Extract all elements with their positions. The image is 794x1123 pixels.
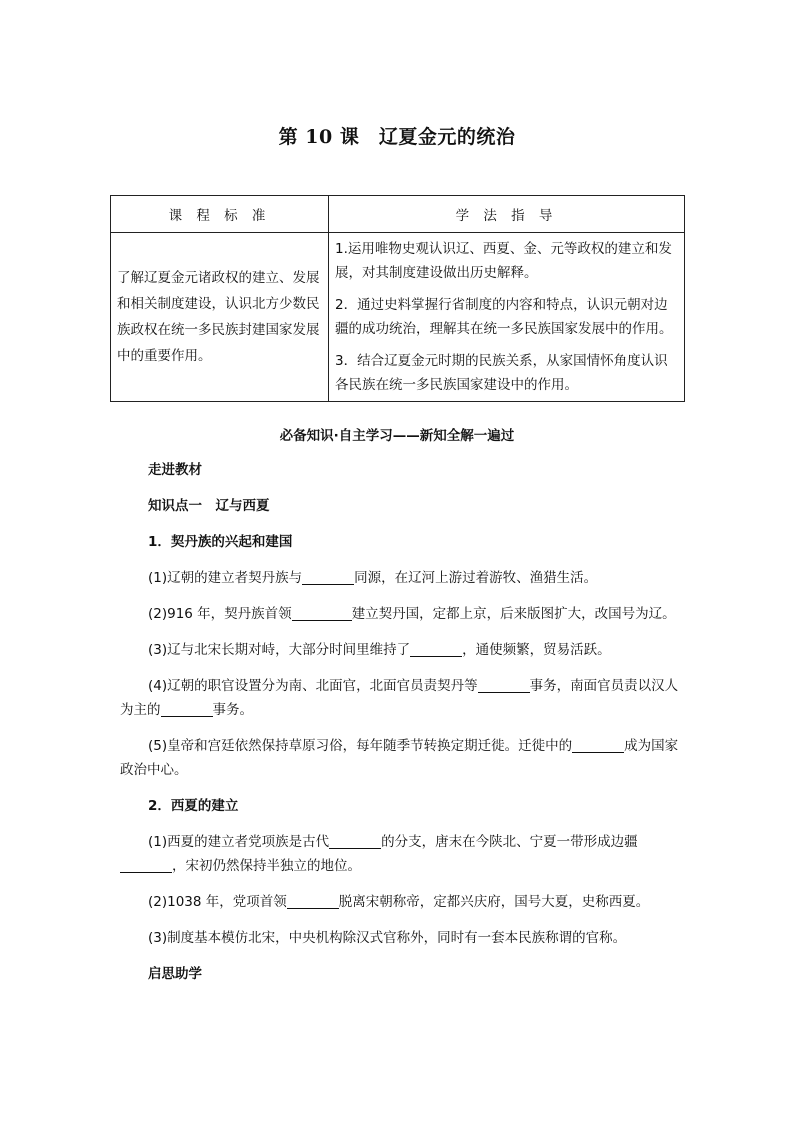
fill-item-4 <box>120 674 680 722</box>
section-subheading: 必备知识·自主学习——新知全解一遍过 <box>279 428 515 444</box>
fill-item-7 <box>120 890 680 914</box>
hint-heading: 启思助学 <box>148 966 202 982</box>
header-study-guidance: 学 法 指 导 <box>329 196 685 233</box>
table-header-row <box>111 196 685 233</box>
text-segment: 事务，南面官员责以汉人为主的 <box>120 678 679 718</box>
text-segment: 的分支，唐末在今陕北、宁夏一带形成边疆 <box>381 834 638 850</box>
topic-heading-western-xia: 2．西夏的建立 <box>148 798 239 814</box>
text-segment: (1)辽朝的建立者契丹族与 <box>148 570 303 586</box>
text-segment: (3)辽与北宋长期对峙，大部分时间里维持了 <box>148 642 411 658</box>
guidance-item-2: 2．通过史料掌握行省制度的内容和特点，认识元朝对边疆的成功统治，理解其在统一多民族国家发展中的作用。 <box>335 297 673 337</box>
answer-blank[interactable] <box>410 643 462 658</box>
text-segment: 事务。 <box>212 702 253 718</box>
curriculum-table <box>110 195 685 402</box>
text-segment: 脱离宋朝称帝，定都兴庆府，国号大夏，史称西夏。 <box>338 894 650 910</box>
knowledge-point-heading: 知识点一 辽与西夏 <box>148 498 270 514</box>
curriculum-standard-text: 了解辽夏金元诸政权的建立、发展和相关制度建设，认识北方少数民族政权在统一多民族封建国家发展中的重要作用。 <box>111 233 329 402</box>
text-segment: (1)西夏的建立者党项族是古代 <box>148 834 330 850</box>
topic-heading-khitan: 1．契丹族的兴起和建国 <box>148 534 293 550</box>
fill-item-6 <box>120 830 680 878</box>
page-title: 第 10 课 辽夏金元的统治 <box>278 126 516 148</box>
text-segment: 同源，在辽河上游过着游牧、渔猎生活。 <box>354 570 598 586</box>
fill-item-2 <box>120 602 680 626</box>
answer-blank[interactable] <box>302 571 354 586</box>
fill-item-3 <box>120 638 680 662</box>
header-curriculum-standard: 课 程 标 准 <box>111 196 329 233</box>
guidance-item-3: 3．结合辽夏金元时期的民族关系，从家国情怀角度认识各民族在统一多民族国家建设中的作用。 <box>335 353 668 393</box>
answer-blank[interactable] <box>329 835 381 850</box>
answer-blank[interactable] <box>572 739 624 754</box>
text-segment: ，通使频繁，贸易活跃。 <box>462 642 611 658</box>
answer-blank[interactable] <box>287 895 339 910</box>
fill-item-1 <box>120 566 680 590</box>
lesson-content <box>120 458 680 998</box>
text-segment: ，宋初仍然保持半独立的地位。 <box>172 858 361 874</box>
text-item-8: (3)制度基本模仿北宋，中央机构除汉式官称外，同时有一套本民族称谓的官称。 <box>148 930 627 946</box>
text-segment: (4)辽朝的职官设置分为南、北面官，北面官员责契丹等 <box>148 678 478 694</box>
answer-blank[interactable] <box>161 703 213 718</box>
text-segment: 建立契丹国，定都上京，后来版图扩大，改国号为辽。 <box>351 606 676 622</box>
fill-item-5 <box>120 734 680 782</box>
guidance-item-1: 1.运用唯物史观认识辽、西夏、金、元等政权的建立和发展，对其制度建设做出历史解释。 <box>335 241 672 281</box>
text-segment: (2)916 年，契丹族首领 <box>148 606 292 622</box>
text-segment: (5)皇帝和宫廷依然保持草原习俗，每年随季节转换定期迁徙。迁徙中的 <box>148 738 573 754</box>
study-guidance-cell <box>329 233 685 402</box>
intro-heading: 走进教材 <box>148 462 202 478</box>
table-row <box>111 233 685 402</box>
answer-blank[interactable] <box>120 859 172 874</box>
text-segment: (2)1038 年，党项首领 <box>148 894 287 910</box>
answer-blank[interactable] <box>478 679 530 694</box>
answer-blank[interactable] <box>292 607 352 622</box>
text-segment: 成为国家政治中心。 <box>120 738 679 778</box>
